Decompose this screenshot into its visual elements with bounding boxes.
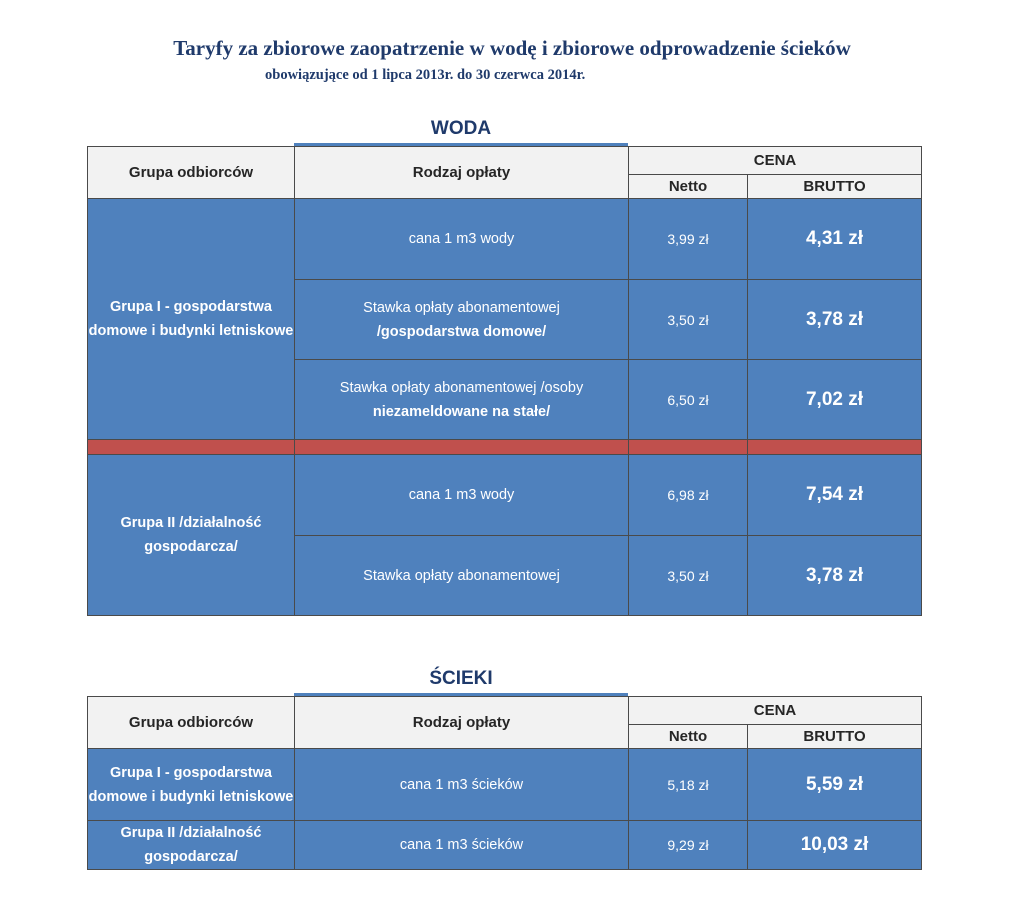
gross-price-cell: 7,02 zł <box>748 360 922 440</box>
fee-type-emphasis: /gospodarstwa domowe/ <box>376 323 547 340</box>
fee-type-cell: cana 1 m3 wody <box>295 455 629 536</box>
gross-price-cell: 5,59 zł <box>748 749 922 821</box>
fee-type-cell <box>295 280 629 360</box>
net-price-cell: 3,50 zł <box>629 536 748 616</box>
page-subtitle: obowiązujące od 1 lipca 2013r. do 30 czerwca 2014r. <box>265 67 586 83</box>
gross-price-cell: 7,54 zł <box>748 455 922 536</box>
sewage-section-title: ŚCIEKI <box>429 668 493 689</box>
group-cell: Grupa I - gospodarstwa domowe i budynki letniskowe <box>88 749 295 821</box>
separator-cell <box>629 440 748 455</box>
net-price-cell: 5,18 zł <box>629 749 748 821</box>
header-net: Netto <box>629 725 748 749</box>
header-gross: BRUTTO <box>748 175 922 199</box>
fee-type-cell: cana 1 m3 ścieków <box>295 749 629 821</box>
group-separator <box>88 440 922 455</box>
fee-type-cell: cana 1 m3 wody <box>295 199 629 280</box>
separator-cell <box>88 440 295 455</box>
header-net: Netto <box>629 175 748 199</box>
net-price-cell: 9,29 zł <box>629 821 748 870</box>
gross-price-cell: 4,31 zł <box>748 199 922 280</box>
fee-type-cell: Stawka opłaty abonamentowej <box>295 536 629 616</box>
gross-price-cell: 3,78 zł <box>748 536 922 616</box>
sewage-tariff-table <box>87 696 922 870</box>
table-row <box>88 199 922 280</box>
header-price: CENA <box>629 147 922 175</box>
separator-cell <box>748 440 922 455</box>
fee-type-emphasis: niezameldowane na stałe/ <box>372 403 551 420</box>
header-group: Grupa odbiorców <box>88 697 295 749</box>
group-cell: Grupa II /działalność gospodarcza/ <box>88 455 295 616</box>
group-cell: Grupa II /działalność gospodarcza/ <box>88 821 295 870</box>
header-type: Rodzaj opłaty <box>295 697 629 749</box>
net-price-cell: 3,50 zł <box>629 280 748 360</box>
fee-type-cell <box>295 360 629 440</box>
net-price-cell: 3,99 zł <box>629 199 748 280</box>
net-price-cell: 6,50 zł <box>629 360 748 440</box>
fee-type-text: Stawka opłaty abonamentowej <box>363 299 560 316</box>
group-cell: Grupa I - gospodarstwa domowe i budynki letniskowe <box>88 199 295 440</box>
table-row <box>88 455 922 536</box>
net-price-cell: 6,98 zł <box>629 455 748 536</box>
fee-type-text: Stawka opłaty abonamentowej /osoby <box>339 379 584 396</box>
table-row <box>88 821 922 870</box>
header-type: Rodzaj opłaty <box>295 147 629 199</box>
header-gross: BRUTTO <box>748 725 922 749</box>
page-title: Taryfy za zbiorowe zaopatrzenie w wodę i zbiorowe odprowadzenie ścieków <box>173 36 851 60</box>
header-price: CENA <box>629 697 922 725</box>
fee-type-cell: cana 1 m3 ścieków <box>295 821 629 870</box>
gross-price-cell: 3,78 zł <box>748 280 922 360</box>
header-group: Grupa odbiorców <box>88 147 295 199</box>
water-section-title: WODA <box>430 118 492 139</box>
gross-price-cell: 10,03 zł <box>748 821 922 870</box>
water-tariff-table <box>87 146 922 616</box>
table-row <box>88 749 922 821</box>
separator-cell <box>295 440 629 455</box>
